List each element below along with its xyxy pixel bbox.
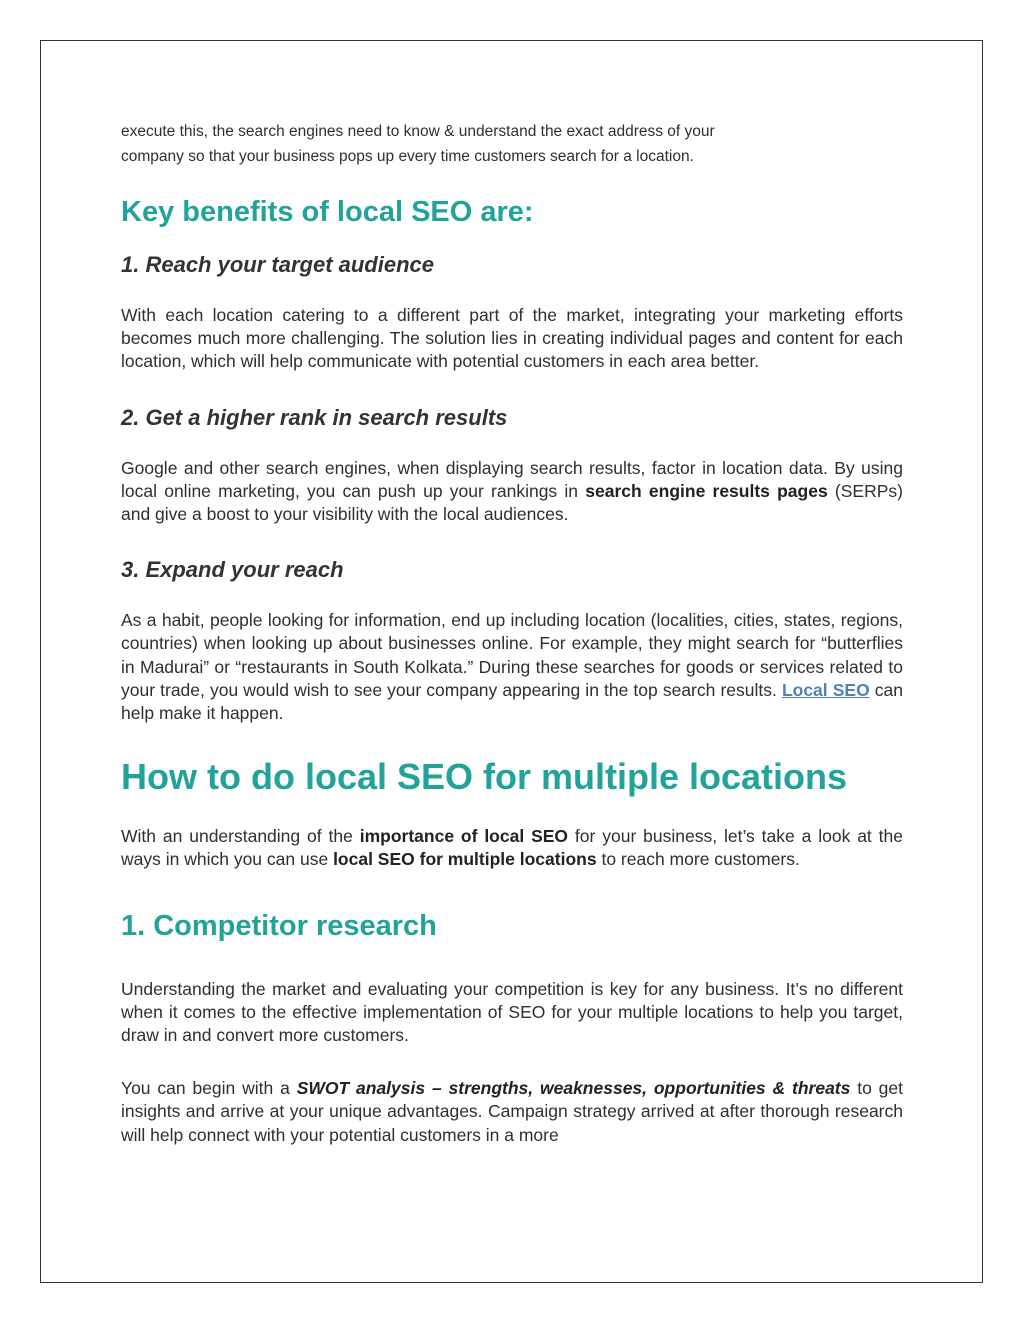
howto-text: With an understanding of the importance of local SEO for your business, let’s take a look at the ways in which you can use local SEO for multiple locations to reach more customers. [121, 826, 903, 870]
importance-bold: importance of local SEO [359, 826, 569, 847]
benefit-3-title: 3. Expand your reach [121, 557, 344, 583]
competitor-para-1: Understanding the market and evaluating your competition is key for any business. It’s no different when it comes to the effective implementation of SEO for your multiple locations to help you target, draw in and convert more customers. [121, 978, 903, 1046]
benefits-heading: Key benefits of local SEO are: [121, 196, 534, 228]
benefit-2-title: 2. Get a higher rank in search results [121, 404, 508, 430]
swot-bold: SWOT analysis – strengths, weaknesses, opportunities & threats [296, 1078, 851, 1099]
multiple-locations-bold: local SEO for multiple locations [333, 849, 597, 870]
intro-line-1: execute this, the search engines need to know & understand the exact address of your [121, 123, 715, 140]
benefit-1-title: 1. Reach your target audience [121, 252, 434, 277]
benefit-2-text: Google and other search engines, when displaying search results, factor in location data. By using local online marketing, you can push up your rankings in search engine results pages (SERPs) and give a boost to your visibility with the local audiences. [121, 457, 903, 525]
howto-heading: How to do local SEO for multiple locations [121, 756, 848, 798]
benefit-3-text: As a habit, people looking for information, end up including location (localities, cities, states, regions, countries) when looking up about businesses online. For example, they might search for “butterflies in Madurai” or “restaurants in South Kolkata.” During these searches for goods or services related to your trade, you would wish to see your company appearing in the top search results. Local SEO can help make it happen. [121, 610, 903, 724]
document-body [121, 119, 903, 1147]
competitor-para-2: You can begin with a SWOT analysis – strengths, weaknesses, opportunities & threats to get insights and arrive at your unique advantages. Campaign strategy arrived at after thorough research will help connect with your potential customers in a more [121, 1078, 903, 1145]
competitor-heading: 1. Competitor research [121, 909, 437, 942]
serp-bold: search engine results pages [585, 480, 828, 501]
benefit-1-text: With each location catering to a different part of the market, integrating your marketing efforts becomes much more challenging. The solution lies in creating individual pages and content for each location, which will help communicate with potential customers in each area better. [121, 305, 903, 372]
local-seo-link[interactable]: Local SEO [781, 679, 870, 700]
intro-line-2: company so that your business pops up every time customers search for a location. [121, 148, 694, 165]
